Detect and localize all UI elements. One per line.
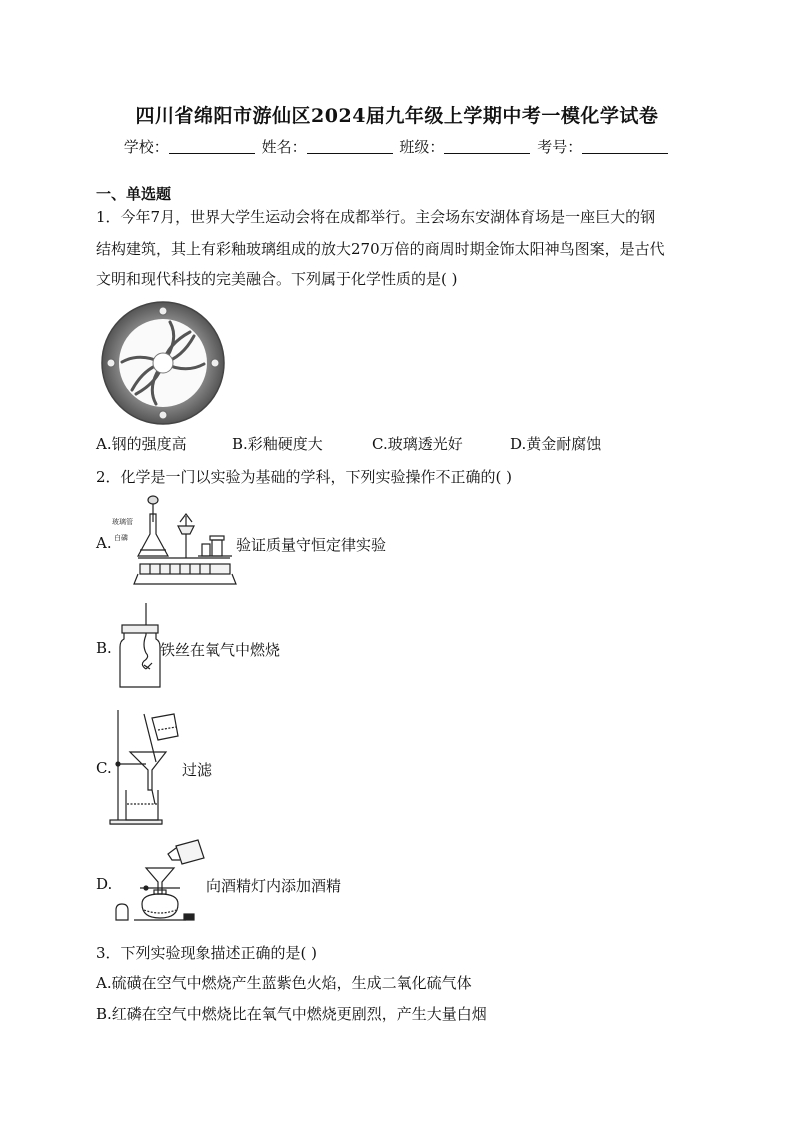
iron-wire-bottle-figure	[116, 603, 164, 693]
q1-option-d[interactable]: D.黄金耐腐蚀	[510, 435, 602, 453]
glass-tube-label: 玻璃管	[112, 518, 133, 526]
name-blank[interactable]	[307, 139, 393, 154]
student-info-line	[0, 136, 794, 157]
section-title: 一、单选题	[96, 185, 172, 203]
exam-number-blank[interactable]	[582, 139, 668, 154]
q2-option-b-prefix[interactable]: B.	[96, 639, 112, 657]
q1-stem-line-1: 1．今年7月，世界大学生运动会将在成都举行。主会场东安湖体育场是一座巨大的钢	[96, 208, 656, 226]
q1-stem-line-2: 结构建筑，其上有彩釉玻璃组成的放大270万倍的商周时期金饰太阳神鸟图案，是古代	[96, 240, 665, 258]
q3-stem: 3．下列实验现象描述正确的是( )	[96, 944, 318, 962]
q1-option-a[interactable]: A.钢的强度高	[96, 435, 187, 453]
q2-option-d-text: 向酒精灯内添加酒精	[206, 877, 342, 895]
name-label: 姓名：	[261, 138, 307, 156]
class-label: 班级：	[399, 138, 445, 156]
q1-stem-line-3: 文明和现代科技的完美融合。下列属于化学性质的是( )	[96, 270, 458, 288]
q2-option-c-text: 过滤	[182, 761, 213, 779]
q2-stem: 2．化学是一门以实验为基础的学科，下列实验操作不正确的( )	[96, 468, 513, 486]
q3-option-a[interactable]: A.硫磺在空气中燃烧产生蓝紫色火焰，生成二氧化硫气体	[96, 974, 472, 992]
filtration-figure	[108, 708, 184, 828]
sun-bird-image	[100, 300, 226, 426]
school-label: 学校：	[123, 138, 169, 156]
white-phosphorus-label: 白磷	[114, 534, 128, 542]
balance-apparatus-figure	[110, 494, 238, 586]
q2-option-d-prefix[interactable]: D.	[96, 875, 113, 893]
q2-option-b-text: 铁丝在氧气中燃烧	[160, 641, 281, 659]
school-blank[interactable]	[169, 139, 255, 154]
q2-option-a-prefix[interactable]: A.	[96, 534, 112, 552]
exam-number-label: 考号：	[537, 138, 583, 156]
q3-option-b[interactable]: B.红磷在空气中燃烧比在氧气中燃烧更剧烈，产生大量白烟	[96, 1005, 487, 1023]
q1-option-b[interactable]: B.彩釉硬度大	[232, 435, 323, 453]
q1-option-c[interactable]: C.玻璃透光好	[372, 435, 463, 453]
exam-title: 四川省绵阳市游仙区2024届九年级上学期中考一模化学试卷	[135, 105, 659, 127]
q2-option-c-prefix[interactable]: C.	[96, 759, 112, 777]
q2-option-a-text: 验证质量守恒定律实验	[236, 536, 387, 554]
class-blank[interactable]	[444, 139, 530, 154]
alcohol-lamp-figure	[112, 838, 208, 924]
